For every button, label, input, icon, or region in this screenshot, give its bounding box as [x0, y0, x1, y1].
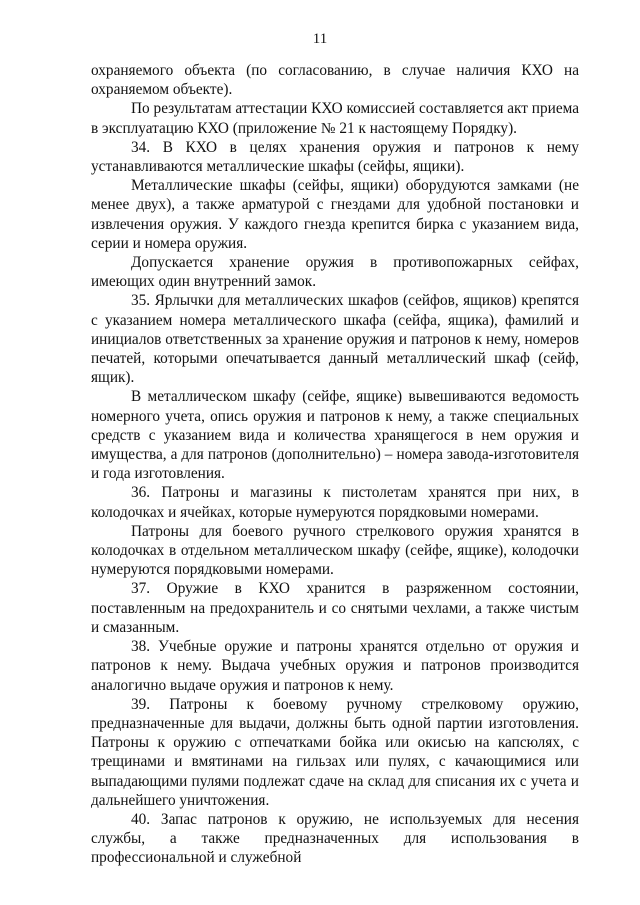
paragraph: Патроны для боевого ручного стрелкового оружия хранятся в колодочках в отдельном металлическом шкафу (сейфе, ящике), колодочки нумеруются порядковыми номерами.: [91, 522, 579, 579]
paragraph-item-37: 37. Оружие в КХО хранится в разряженном состоянии, поставленным на предохранитель и со снятыми чехлами, а также чистым и смазанным.: [91, 580, 579, 636]
paragraph: Допускается хранение оружия в противопожарных сейфах, имеющих один внутренний замок.: [91, 254, 579, 291]
paragraph-item-38: 38. Учебные оружие и патроны хранятся отдельно от оружия и патронов к нему. Выдача учебных оружия и патронов производится аналогично выдаче оружия и патронов к нему.: [91, 638, 579, 694]
paragraph: В металлическом шкафу (сейфе, ящике) вывешиваются ведомость номерного учета, опись оружия и патронов к нему, а также специальных средств с указанием вида и количества хранящегося в нем оружия и имущества, а для патронов (дополнительно) – номера завода-изготовителя и года изготовления.: [91, 388, 579, 483]
paragraph-item-40: 40. Запас патронов к оружию, не используемых для несения службы, а также предназначенных для использования в профессиональной и служебной: [91, 810, 579, 867]
paragraph-continuation: охраняемого объекта (по согласованию, в случае наличия КХО на охраняемом объекте).: [91, 62, 579, 99]
paragraph: Металлические шкафы (сейфы, ящики) оборудуются замками (не менее двух), а также арматурой с гнездами для удобной постановки и извлечения оружия. У каждого гнезда крепится бирка с указанием вида, серии и номера оружия.: [91, 177, 579, 252]
paragraph-item-39: 39. Патроны к боевому ручному стрелковому оружию, предназначенные для выдачи, должны быть одной партии изготовления. Патроны к оружию с отпечатками бойка или окисью на капсюлях, с трещинами и вмятинами на гильзах или пулях, с качающимися или выпадающими пулями подлежат сдаче на склад для списания их с учета и дальнейшего уничтожения.: [91, 695, 579, 809]
paragraph-item-35: 35. Ярлычки для металлических шкафов (сейфов, ящиков) крепятся с указанием номера металлического шкафа (сейфа, ящика), фамилий и инициалов ответственных за хранение оружия и патронов к нему, номеров печатей, которыми опечатывается данный металлический шкаф (сейф, ящик).: [91, 292, 579, 387]
paragraph: По результатам аттестации КХО комиссией составляется акт приема в эксплуатацию КХО (приложение № 21 к настоящему Порядку).: [91, 100, 579, 137]
paragraph-item-34: 34. В КХО в целях хранения оружия и патронов к нему устанавливаются металлические шкафы (сейфы, ящики).: [91, 138, 579, 176]
document-body: [91, 61, 579, 868]
page-number: 11: [312, 31, 328, 47]
paragraph-item-36: 36. Патроны и магазины к пистолетам хранятся при них, в колодочках и ячейках, которые нумеруются порядковыми номерами.: [91, 484, 579, 521]
